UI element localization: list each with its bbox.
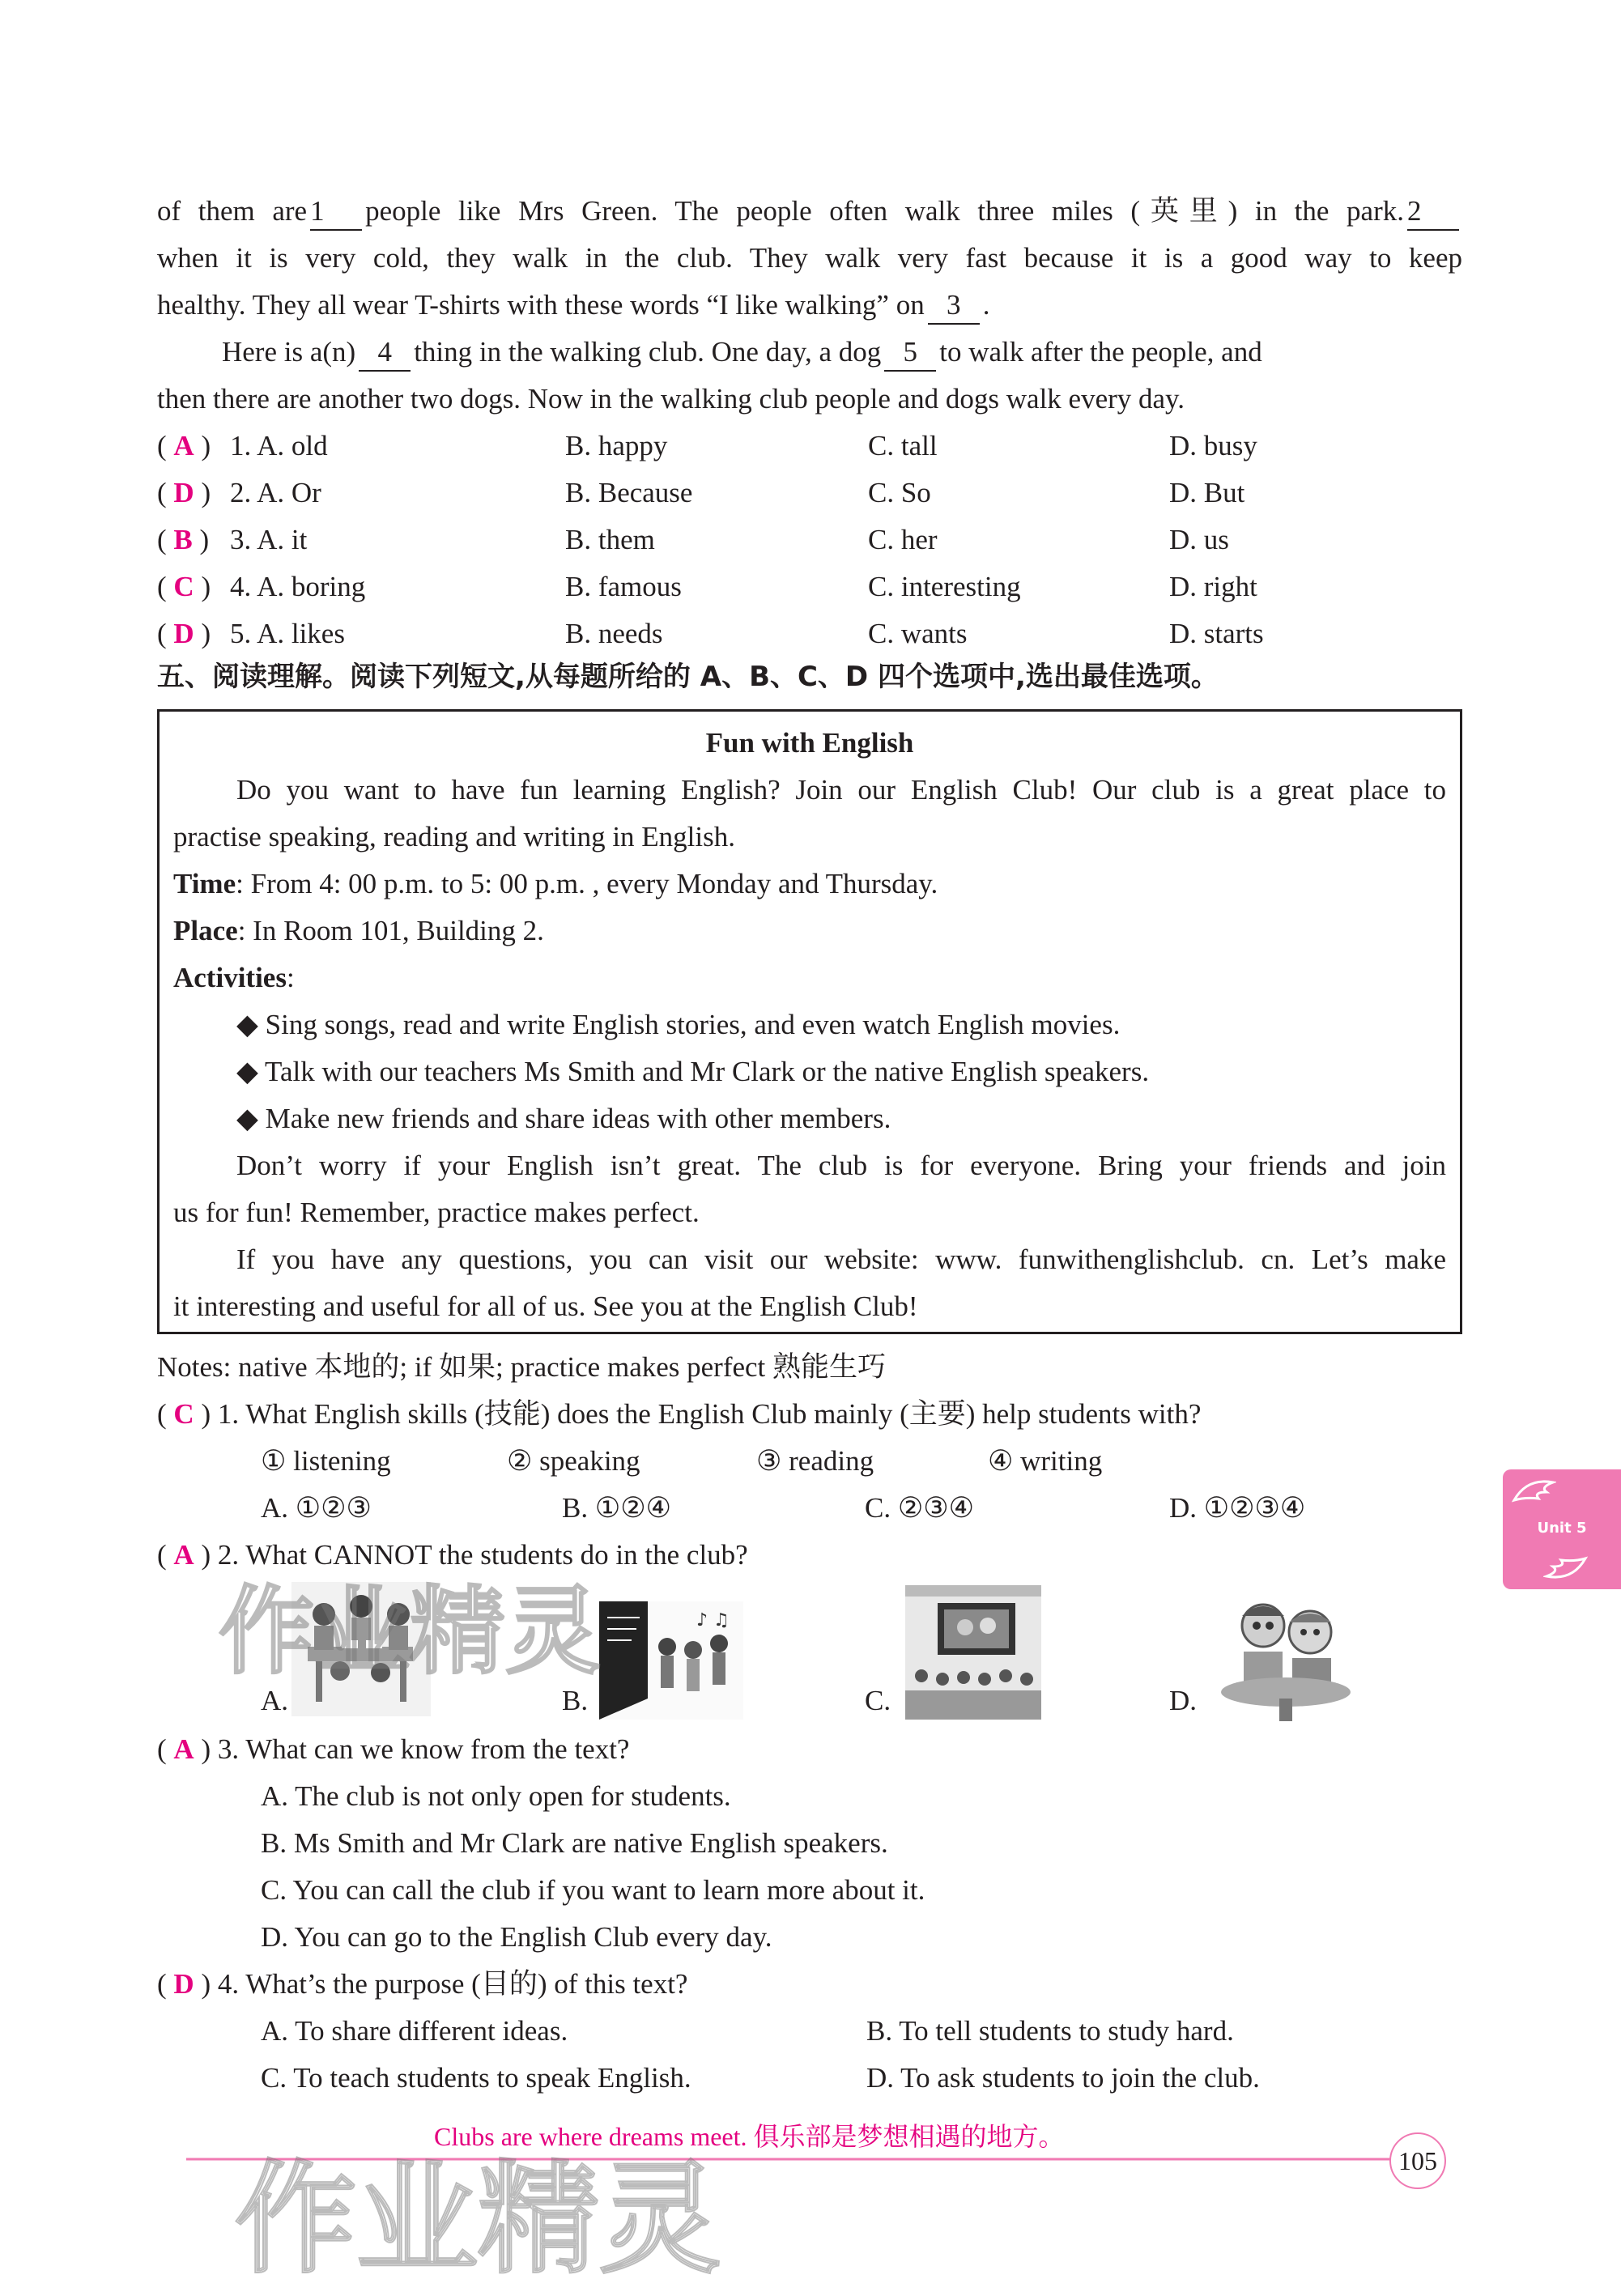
option-a: A. <box>261 1685 289 1716</box>
option-d: D. To ask students to join the club. <box>866 2062 1260 2094</box>
reading-question-3: ( A ) 3. What can we know from the text? <box>157 1733 630 1765</box>
answer-mark: A <box>173 1733 194 1765</box>
diamond-bullet-icon: ◆ <box>236 1103 266 1134</box>
unit-side-tab <box>1503 1469 1621 1589</box>
option-c: C. You can call the club if you want to learn more about it. <box>261 1874 925 1906</box>
reading-question-1: ( C ) 1. What English skills (技能) does the English Club mainly (主要) help students with? <box>157 1398 1202 1430</box>
blank-1: 1 <box>310 193 362 231</box>
option-b: B. To tell students to study hard. <box>866 2015 1234 2047</box>
cloze-line-3: healthy. They all wear T-shirts with these words “I like walking” on 3 . <box>157 282 1462 328</box>
watermark: 作业精灵 <box>219 1575 602 1687</box>
answer-mark: D <box>173 618 194 649</box>
skill-item: ④ writing <box>988 1445 1103 1477</box>
watching-movie-picture <box>905 1585 1041 1720</box>
option-b: B. <box>562 1685 589 1716</box>
answer-mark: C <box>173 571 194 602</box>
svg-text:♪ ♫: ♪ ♫ <box>696 1610 730 1631</box>
passage-activities-label: Activities: <box>173 962 295 993</box>
notes: Notes: native 本地的; if 如果; practice makes perfect 熟能生巧 <box>157 1351 887 1383</box>
passage-paragraph-2b: us for fun! Remember, practice makes perfect. <box>173 1197 700 1228</box>
answer-mark: D <box>173 477 194 508</box>
activity-bullet: ◆ Sing songs, read and write English stories, and even watch English movies. <box>236 1009 1121 1040</box>
option-c: C. <box>865 1685 891 1716</box>
option-b: B. ①②④ <box>562 1492 671 1524</box>
cloze-question-1: ( A ) 1. A. old B. happy C. tall D. busy <box>157 430 1257 461</box>
activity-bullet: ◆ Make new friends and share ideas with other members. <box>236 1103 891 1134</box>
answer-mark: A <box>173 1539 194 1571</box>
cloze-line-1: of them are 1 people like Mrs Green. The people often walk three miles (英里) in the park. 2 <box>157 188 1462 234</box>
activity-bullet: ◆ Talk with our teachers Ms Smith and Mr Clark or the native English speakers. <box>236 1056 1150 1087</box>
passage-place: Place: In Room 101, Building 2. <box>173 915 544 946</box>
option-c: C. To teach students to speak English. <box>261 2062 691 2094</box>
option-a: A. ①②③ <box>261 1492 372 1524</box>
option-b: B. Ms Smith and Mr Clark are native English speakers. <box>261 1827 888 1859</box>
wing-icon <box>1543 1550 1589 1583</box>
blank-2: 2 <box>1407 193 1459 231</box>
cloze-line-4: Here is a(n) 4 thing in the walking club. One day, a dog 5 to walk after the people, and <box>222 329 1462 375</box>
passage-paragraph-2a: Don’t worry if your English isn’t great. The club is for everyone. Bring your friends and join <box>236 1150 1446 1181</box>
cloze-line-5: then there are another two dogs. Now in the walking club people and dogs walk every day. <box>157 383 1185 415</box>
answer-mark: B <box>173 524 193 555</box>
wing-icon <box>1511 1476 1556 1508</box>
skill-item: ③ reading <box>756 1445 874 1477</box>
blank-5: 5 <box>884 334 936 372</box>
blank-3: 3 <box>928 287 980 325</box>
option-a: A. The club is not only open for students. <box>261 1780 731 1812</box>
reading-question-2: ( A ) 2. What CANNOT the students do in the club? <box>157 1539 748 1571</box>
unit-label: Unit 5 <box>1537 1520 1587 1537</box>
reading-passage-box <box>157 709 1462 1334</box>
diamond-bullet-icon: ◆ <box>236 1056 266 1087</box>
skill-item: ① listening <box>261 1445 391 1477</box>
diamond-bullet-icon: ◆ <box>236 1009 266 1040</box>
footer-motto: Clubs are where dreams meet. 俱乐部是梦想相遇的地方。 <box>434 2122 1065 2151</box>
passage-time: Time: From 4: 00 p.m. to 5: 00 p.m. , every Monday and Thursday. <box>173 868 938 899</box>
passage-paragraph-1a: Do you want to have fun learning English? Join our English Club! Our club is a great place to <box>236 774 1446 806</box>
cloze-question-5: ( D ) 5. A. likes B. needs C. wants D. starts <box>157 618 1264 649</box>
blank-4: 4 <box>359 334 411 372</box>
cloze-line-2: when it is very cold, they walk in the club. They walk very fast because it is a good way to keep <box>157 242 1462 274</box>
passage-paragraph-3b: it interesting and useful for all of us. See you at the English Club! <box>173 1290 918 1322</box>
cloze-question-2: ( D ) 2. A. Or B. Because C. So D. But <box>157 477 1245 508</box>
students-singing-picture <box>599 1601 743 1720</box>
option-a: A. To share different ideas. <box>261 2015 568 2047</box>
skill-item: ② speaking <box>507 1445 640 1477</box>
passage-paragraph-1b: practise speaking, reading and writing in English. <box>173 821 736 852</box>
reading-question-4: ( D ) 4. What’s the purpose (目的) of this text? <box>157 1968 688 2000</box>
option-d: D. ①②③④ <box>1169 1492 1306 1524</box>
cloze-question-3: ( B ) 3. A. it B. them C. her D. us <box>157 524 1229 555</box>
option-d: D. You can go to the English Club every day. <box>261 1921 772 1953</box>
cloze-question-4: ( C ) 4. A. boring B. famous C. interesting D. right <box>157 571 1257 602</box>
watermark: 作业精灵 <box>235 2149 721 2290</box>
option-c: C. ②③④ <box>865 1492 974 1524</box>
answer-mark: A <box>173 430 194 461</box>
section-heading: 五、阅读理解。阅读下列短文,从每题所给的 A、B、C、D 四个选项中,选出最佳选项。 <box>157 661 1219 693</box>
option-d: D. <box>1169 1685 1198 1716</box>
passage-title: Fun with English <box>705 727 914 759</box>
students-talking-picture <box>1215 1593 1355 1721</box>
answer-mark: D <box>173 1968 194 2000</box>
answer-mark: C <box>173 1398 194 1430</box>
page-number: 105 <box>1389 2132 1446 2189</box>
passage-paragraph-3a: If you have any questions, you can visit our website: www. funwithenglishclub. cn. Let’s make <box>236 1244 1446 1275</box>
